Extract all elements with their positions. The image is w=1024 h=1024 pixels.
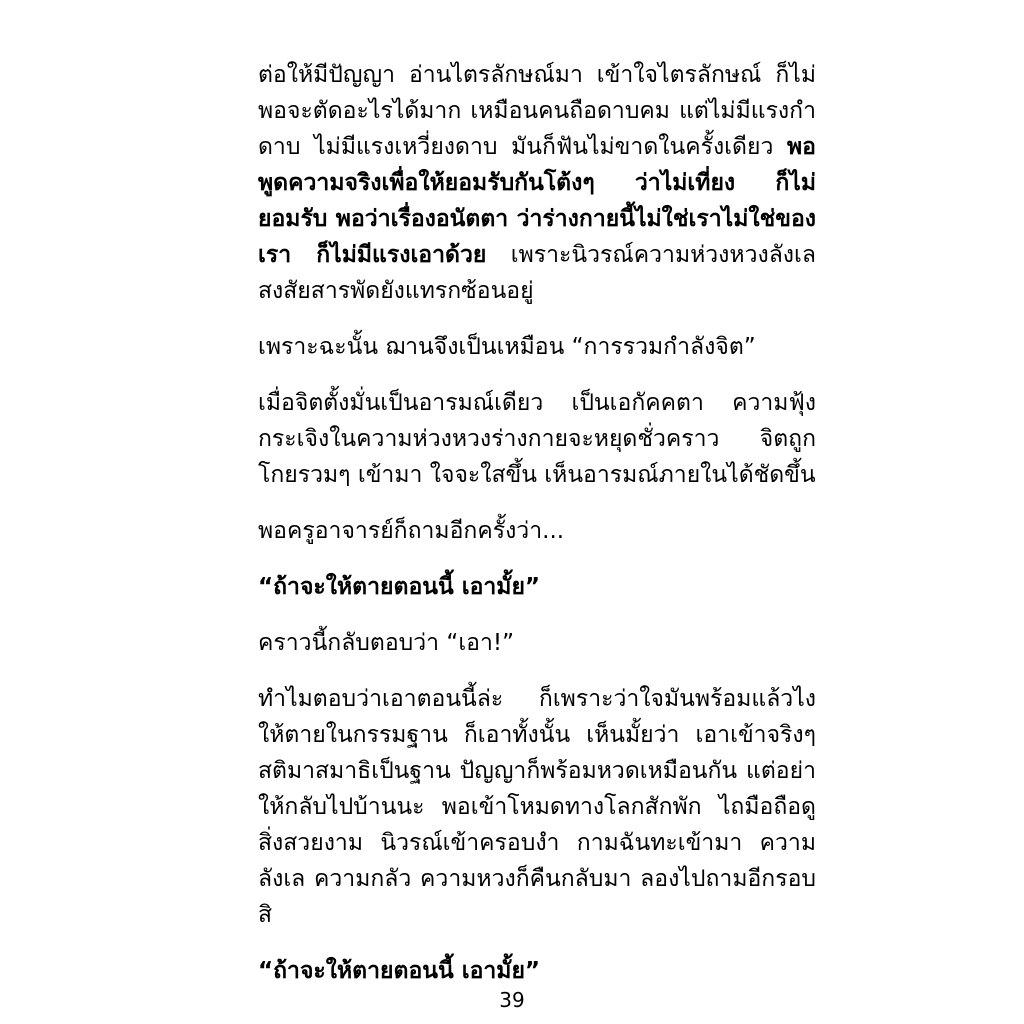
- quote-question-repeat: “ถ้าจะให้ตายตอนนี้ เอามั้ย”: [258, 958, 541, 984]
- paragraph-wisdom-sword: [258, 57, 816, 309]
- page-body: [258, 57, 816, 1009]
- paragraph-why-answer: ทำไมตอบว่าเอาตอนนี้ล่ะ ก็เพราะว่าใจมันพร้อมแล้วไง ให้ตายในกรรมฐาน ก็เอาทั้งนั้น เห็นมั้ยว่า เอาเข้าจริงๆ สติมาสมาธิเป็นฐาน ปัญญาก็พร้อมหวดเหมือนกัน แต่อย่าให้กลับไปบ้านนะ พอเข้าโหมดทางโลกสักพัก ไถมือถือดูสิ่งสวยงาม นิวรณ์เข้าครอบงำ กามฉันทะเข้ามา ความลังเล ความกลัว ความหวงก็คืนกลับมา ลองไปถามอีกรอบสิ: [258, 686, 816, 928]
- paragraph-answer: คราวนี้กลับตอบว่า “เอา!”: [258, 630, 515, 656]
- paragraph-teacher-asks: พอครูอาจารย์ก็ถามอีกครั้งว่า...: [258, 518, 565, 544]
- paragraph-jhana: เพราะฉะนั้น ฌานจึงเป็นเหมือน “การรวมกำลังจิต”: [258, 334, 756, 360]
- paragraph-bold-text: พอพูดความจริงเพื่อให้ยอมรับกันโต้งๆ ว่าไม่เที่ยง ก็ไม่ยอมรับ พอว่าเรื่องอนัตตา ว่าร่างกายนี้ไม่ใช่เราไม่ใช่ของเรา ก็ไม่มีแรงเอาด้วย: [258, 134, 816, 268]
- page-number: 39: [499, 988, 525, 1012]
- paragraph-text: เพราะนิวรณ์ความห่วงหวงลังเลสงสัยสารพัดยังแทรกซ้อนอยู่: [258, 242, 816, 304]
- paragraph-text: ต่อให้มีปัญญา อ่านไตรลักษณ์มา เข้าใจไตรลักษณ์ ก็ไม่พอจะตัดอะไรได้มาก เหมือนคนถือดาบคม แต่ไม่มีแรงกำดาบ ไม่มีแรงเหวี่ยงดาบ มันก็ฟันไม่ขาดในครั้งเดียว: [258, 62, 816, 160]
- paragraph-one-pointedness: เมื่อจิตตั้งมั่นเป็นอารมณ์เดียว เป็นเอกัคคตา ความฟุ้งกระเจิงในความห่วงหวงร่างกายจะหยุดชั่วคราว จิตถูกโกยรวมๆ เข้ามา ใจจะใสขึ้น เห็นอารมณ์ภายในได้ชัดขึ้น: [258, 390, 816, 488]
- quote-question: “ถ้าจะให้ตายตอนนี้ เอามั้ย”: [258, 574, 541, 600]
